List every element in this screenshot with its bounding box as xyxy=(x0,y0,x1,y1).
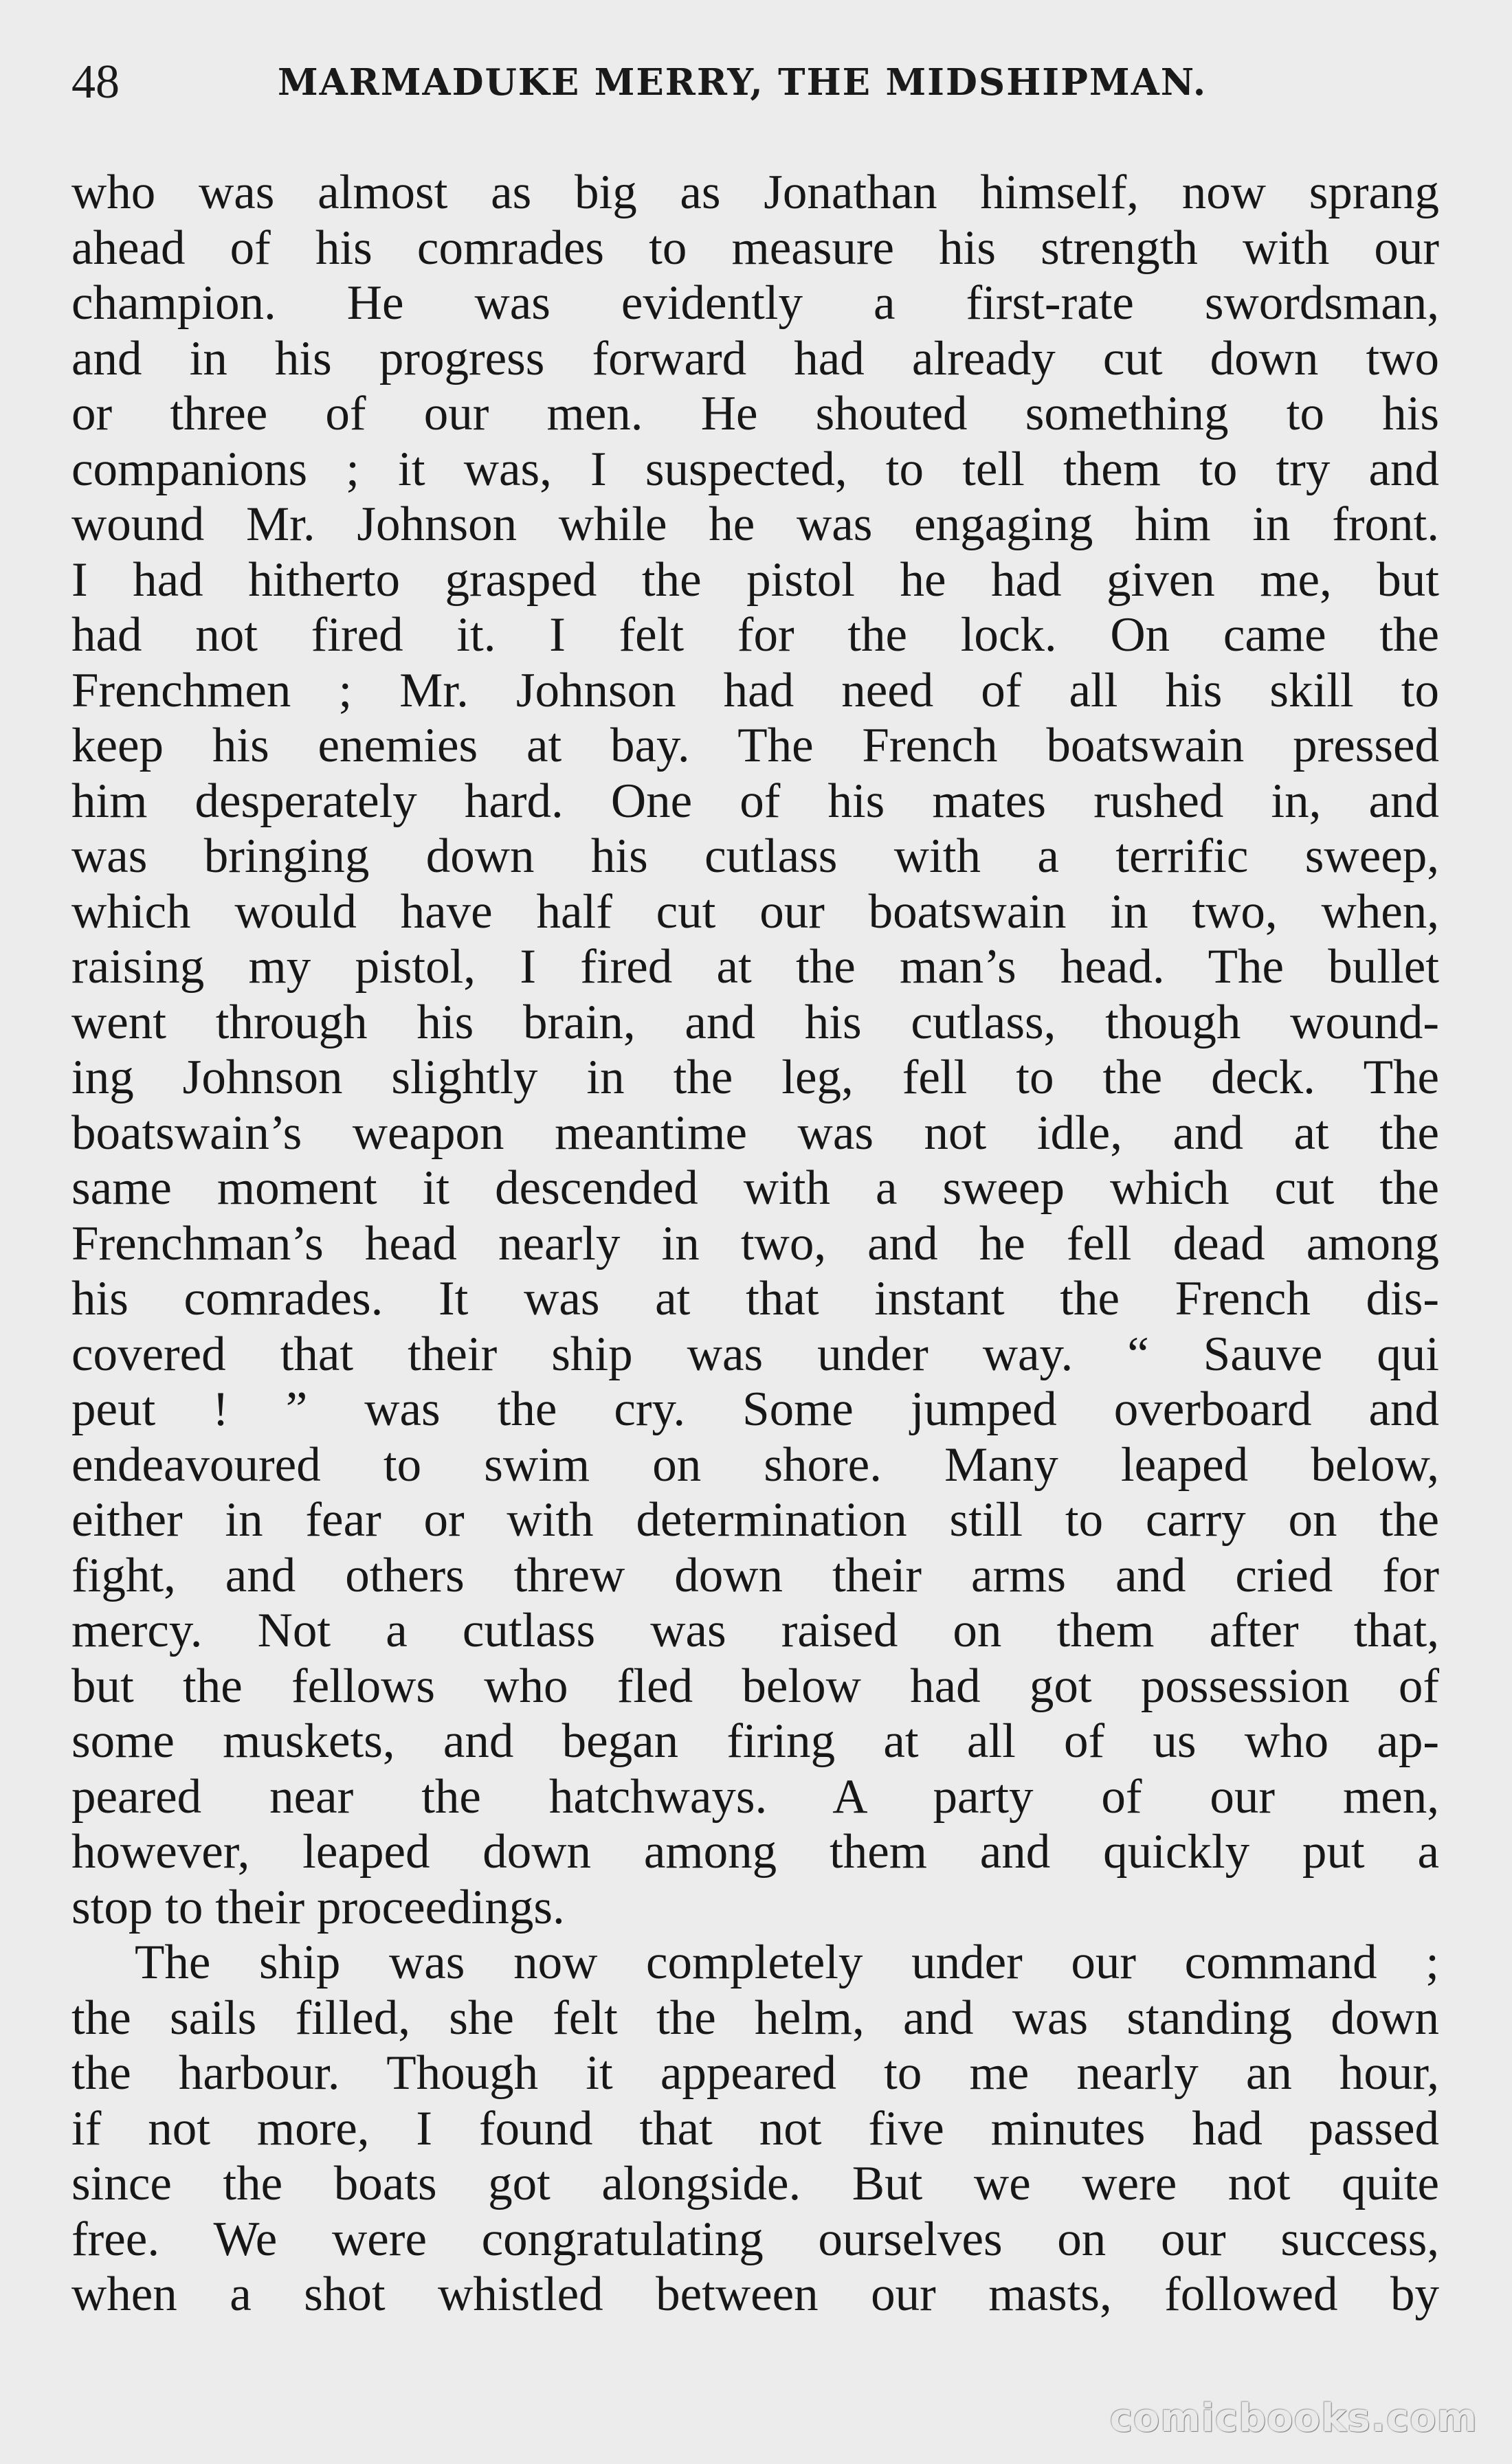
watermark: comicbooks.com xyxy=(1109,2396,1478,2441)
body-text xyxy=(71,165,1439,2322)
text-line: went through his brain, and his cutlass, though wound- xyxy=(71,995,1439,1049)
text-line: boatswain’s weapon meantime was not idle, and at the xyxy=(71,1106,1439,1160)
text-line: Frenchman’s head nearly in two, and he fell dead among xyxy=(71,1216,1439,1270)
text-line: The ship was now completely under our command ; xyxy=(135,1936,1439,1989)
text-line: however, leaped down among them and quickly put a xyxy=(71,1825,1439,1879)
text-line: wound Mr. Johnson while he was engaging him in front. xyxy=(71,497,1439,551)
text-line: his comrades. It was at that instant the French dis- xyxy=(71,1272,1439,1325)
text-line: or three of our men. He shouted something to his xyxy=(71,387,1439,440)
text-line: him desperately hard. One of his mates rushed in, and xyxy=(71,774,1439,828)
text-line: which would have half cut our boatswain in two, when, xyxy=(71,884,1439,939)
running-head-title: MARMADUKE MERRY, THE MIDSHIPMAN. xyxy=(278,61,1208,104)
page-header xyxy=(71,48,1446,117)
paragraph-1 xyxy=(71,165,1439,1935)
text-line: when a shot whistled between our masts, followed by xyxy=(71,2267,1439,2321)
text-line: was bringing down his cutlass with a terrific sweep, xyxy=(71,829,1439,883)
text-line: the harbour. Though it appeared to me nearly an hour, xyxy=(71,2046,1439,2100)
text-line: peared near the hatchways. A party of our men, xyxy=(71,1769,1439,1824)
text-line: ahead of his comrades to measure his strength with our xyxy=(71,221,1439,275)
text-line: raising my pistol, I fired at the man’s head. The bullet xyxy=(71,940,1439,994)
text-line: peut ! ” was the cry. Some jumped overboard and xyxy=(71,1382,1439,1436)
text-line: since the boats got alongside. But we were not quite xyxy=(71,2157,1439,2210)
text-line: the sails filled, she felt the helm, and was standing down xyxy=(71,1991,1439,2045)
text-line: endeavoured to swim on shore. Many leaped below, xyxy=(71,1437,1439,1492)
text-line: companions ; it was, I suspected, to tell them to try and xyxy=(71,442,1439,496)
text-line: either in fear or with determination still to carry on the xyxy=(71,1493,1439,1547)
text-line: and in his progress forward had already cut down two xyxy=(71,331,1439,385)
text-line: free. We were congratulating ourselves on our success, xyxy=(71,2212,1439,2266)
text-line: stop to their proceedings. xyxy=(71,1880,565,1934)
text-line: ing Johnson slightly in the leg, fell to the deck. The xyxy=(71,1051,1439,1104)
text-line: fight, and others threw down their arms and cried for xyxy=(71,1548,1439,1602)
text-line: if not more, I found that not five minutes had passed xyxy=(71,2101,1439,2155)
text-line: covered that their ship was under way. “ Sauve qui xyxy=(71,1327,1439,1381)
text-line: who was almost as big as Jonathan himself, now sprang xyxy=(71,166,1439,219)
text-line: champion. He was evidently a first-rate swordsman, xyxy=(71,276,1439,330)
text-line: I had hitherto grasped the pistol he had given me, but xyxy=(71,552,1439,607)
text-line: had not fired it. I felt for the lock. On came the xyxy=(71,608,1439,662)
text-line: some muskets, and began firing at all of us who ap- xyxy=(71,1714,1439,1768)
text-line: but the fellows who fled below had got possession of xyxy=(71,1659,1439,1713)
text-line: mercy. Not a cutlass was raised on them after that, xyxy=(71,1604,1439,1657)
text-line: same moment it descended with a sweep which cut the xyxy=(71,1161,1439,1215)
page-number: 48 xyxy=(71,56,120,109)
text-line: keep his enemies at bay. The French boatswain pressed xyxy=(71,719,1439,772)
paragraph-2 xyxy=(71,1935,1439,2322)
text-line: Frenchmen ; Mr. Johnson had need of all his skill to xyxy=(71,663,1439,717)
